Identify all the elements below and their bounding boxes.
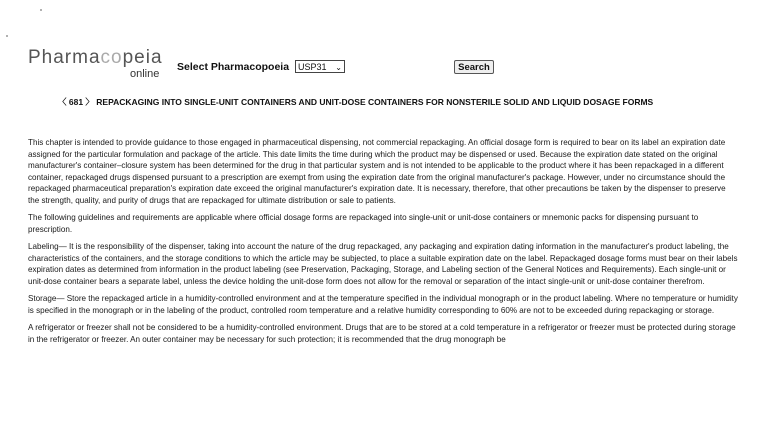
page-title <box>58 96 738 108</box>
paragraph: The following guidelines and requirements are applicable where official dosage forms are repackaged into single-unit or unit-dose containers or mnemonic packs for dispensing pursuant to prescription. <box>28 213 699 234</box>
pharmacopoeia-select[interactable] <box>295 60 345 73</box>
speck <box>40 9 42 11</box>
chevron-down-icon: ⌄ <box>335 63 342 72</box>
select-pharmacopoeia-label: Select Pharmacopoeia <box>177 61 290 73</box>
paragraph: Labeling— It is the responsibility of the dispenser, taking into account the nature of the drug repackaged, any packaging and expiration dating information in the manufacturer's product labeling, the characteristics of the containers, and the storage conditions to which the article may be subjected, to place a suitable expiration date on the label. Repackaged dosage forms must bear on their labels expiration dates as determined from information in the product labeling (see Preservation, Packaging, Storage, and Labeling section of the General Notices and Requirements). Each single-unit or unit-dose container bears a separate label, unless the device holding the unit-dose form does not allow for the removal or separation of the intact single-unit or unit-dose container therefrom. <box>28 242 738 286</box>
logo-text-2: co <box>100 47 123 68</box>
chapter-title: REPACKAGING INTO SINGLE-UNIT CONTAINERS AND UNIT-DOSE CONTAINERS FOR NONSTERILE SOLID AND LIQUID DOSAGE FORMS <box>96 97 654 107</box>
paragraph: A refrigerator or freezer shall not be considered to be a humidity-controlled environment. Drugs that are to be stored at a cold temperature in a refrigerator or freezer must be protected during storage in the refrigerator or freezer. An outer container may be necessary for such protection; it is recommended that the drug monograph be <box>28 323 736 344</box>
search-input[interactable] <box>352 60 442 73</box>
logo-text-3: peia <box>122 47 163 68</box>
select-value: USP31 <box>298 62 327 72</box>
paragraph: This chapter is intended to provide guidance to those engaged in pharmaceutical dispensing, not commercial repackaging. An official dosage form is required to bear on its label an expiration date assigned for the particular formulation and package of the article. This date limits the time during which the product may be dispensed or used. Because the expiration date stated on the original manufacturer's container–closure system has been determined for the drug in that particular system and is not intended to be applicable to the product where it has been repackaged in a different container, repackaged drugs dispensed pursuant to a prescription are exempt from using the expiration date from the original manufacturer's package. However, under no circumstance should the repackaged pharmaceutical preparation's expiration date exceed the original manufacturer's expiration date. It is necessary, therefore, that other precautions be taken by the dispenser to preserve the strength, quality, and purity of drugs that are repackaged for ultimate distribution or sale to patients. <box>28 138 726 205</box>
logo[interactable] <box>28 47 168 81</box>
logo-subtitle: online <box>130 68 160 80</box>
speck <box>6 35 8 37</box>
logo-text-1: Pharma <box>28 47 101 68</box>
paragraph: Storage— Store the repackaged article in a humidity-controlled environment and at the temperature specified in the individual monograph or in the product labeling. Where no temperature or humidity is specified in the monograph or in the labeling of the product, controlled room temperature and a relative humidity corresponding to 60% are not to be exceeded during repackaging or storage. <box>28 294 738 315</box>
chapter-number: 〈 681 〉 <box>58 97 94 107</box>
article-body <box>28 137 738 351</box>
search-button[interactable]: Search <box>454 60 494 74</box>
